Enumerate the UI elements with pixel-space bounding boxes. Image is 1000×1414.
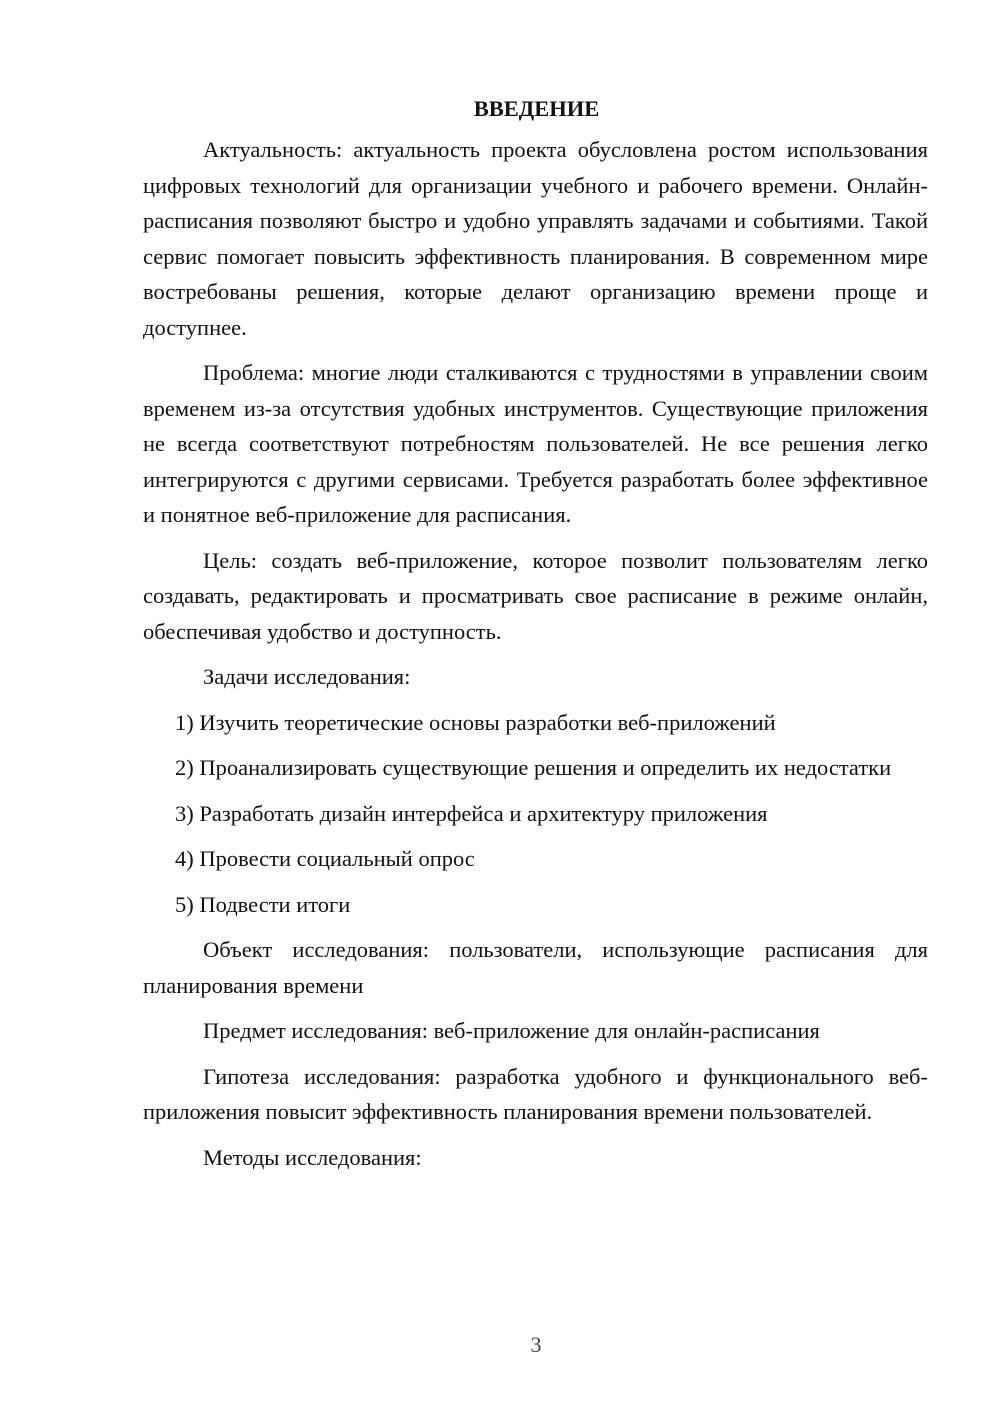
task-item-3: 3) Разработать дизайн интерфейса и архитектуру приложения	[175, 800, 768, 826]
paragraph-methods: Методы исследования:	[203, 1144, 422, 1170]
tasks-heading: Задачи исследования:	[203, 664, 411, 689]
task-item-4: 4) Провести социальный опрос	[175, 846, 475, 871]
task-item-2: 2) Проанализировать существующие решения и определить их недостатки	[175, 755, 892, 780]
task-item-1: 1) Изучить теоретические основы разработки веб-приложений	[175, 709, 776, 735]
document-body	[143, 94, 928, 1175]
task-item-5: 5) Подвести итоги	[175, 891, 351, 917]
paragraph-object: Объект исследования: пользователи, использующие расписания для планирования времени	[143, 937, 928, 998]
paragraph-hypothesis: Гипотеза исследования: разработка удобного и функционального веб-приложения повысит эффективность планирования времени пользователей.	[143, 1063, 928, 1124]
page-number: 3	[530, 1332, 542, 1357]
paragraph-subject: Предмет исследования: веб-приложение для онлайн-расписания	[203, 1018, 820, 1043]
paragraph-relevance: Актуальность: актуальность проекта обусловлена ростом использования цифровых технологий для организации учебного и рабочего времени. Онлайн-расписания позволяют быстро и удобно управлять задачами и событиями. Такой сервис помогает повысить эффективность планирования. В современном мире востребованы решения, которые делают организацию времени проще и доступнее.	[143, 137, 928, 340]
section-title: ВВЕДЕНИЕ	[473, 96, 600, 121]
paragraph-goal: Цель: создать веб-приложение, которое позволит пользователям легко создавать, редактировать и просматривать свое расписание в режиме онлайн, обеспечивая удобство и доступность.	[143, 547, 928, 644]
paragraph-problem: Проблема: многие люди сталкиваются с трудностями в управлении своим временем из-за отсутствия удобных инструментов. Существующие приложения не всегда соответствуют потребностям пользователей. Не все решения легко интегрируются с другими сервисами. Требуется разработать более эффективное и понятное веб-приложение для расписания.	[143, 360, 928, 527]
